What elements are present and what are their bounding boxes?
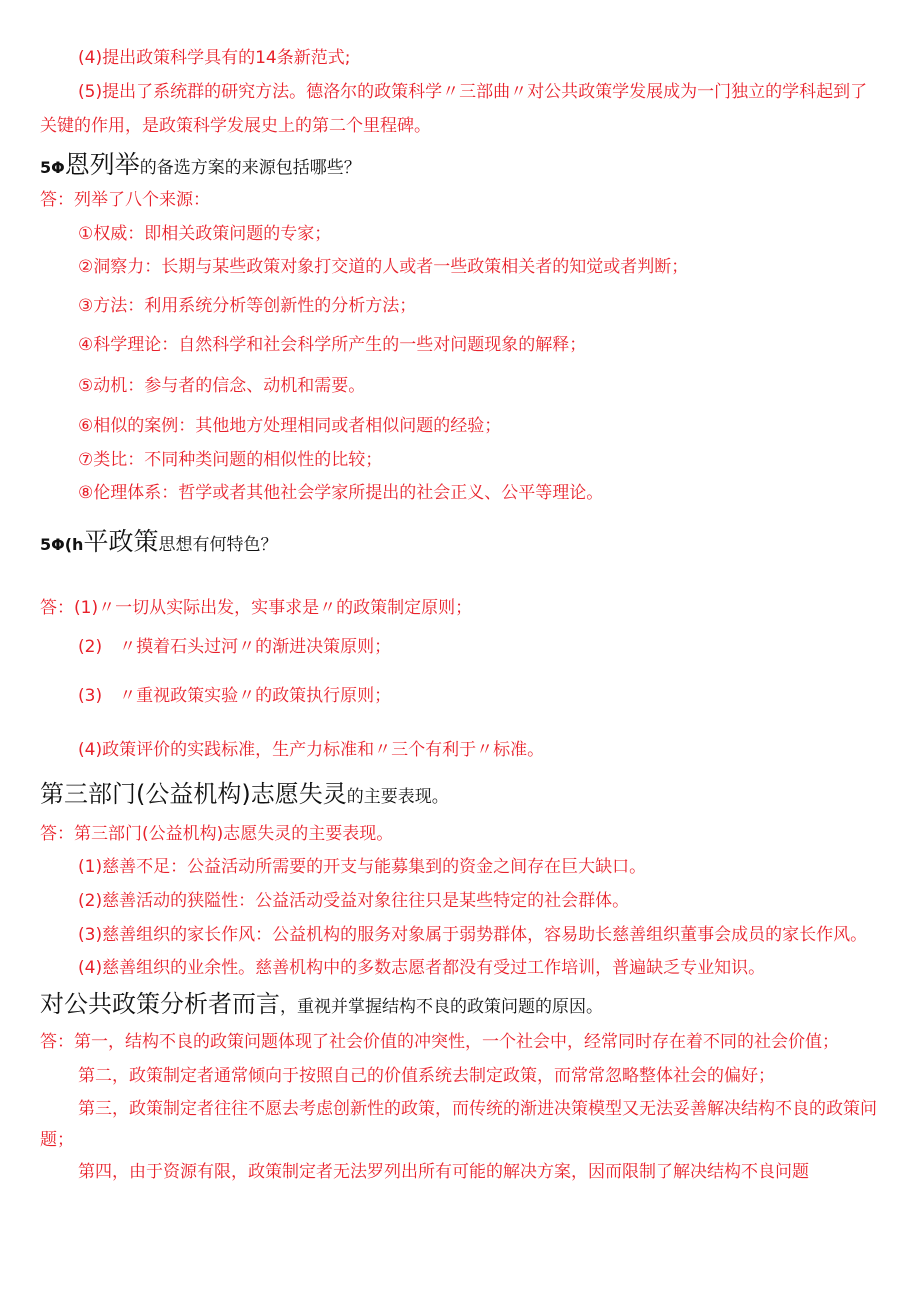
answer-item: ⑥相似的案例：其他地方处理相同或者相似问题的经验； (78, 416, 502, 436)
question-heading (40, 527, 277, 557)
answer-item: ①权威：即相关政策问题的专家； (78, 224, 332, 244)
list-item-continuation: 关键的作用，是政策科学发展史上的第二个里程碑。 (40, 116, 431, 136)
question-title-small: 的备选方案的来源包括哪些？ (139, 158, 361, 178)
answer-item: (2)慈善活动的狭隘性：公益活动受益对象往往只是某些特定的社会群体。 (78, 891, 630, 911)
question-title-large: 第三部门(公益机构)志愿失灵 (40, 780, 347, 808)
answer-item: (4)慈善组织的业余性。慈善机构中的多数志愿者都没有受过工作培训，普遍缺乏专业知识。 (78, 958, 766, 978)
answer-item: 第二，政策制定者通常倾向于按照自己的价值系统去制定政策，而常常忽略整体社会的偏好； (78, 1066, 775, 1086)
question-title-small: 的主要表现。 (346, 787, 449, 807)
list-item: (4)提出政策科学具有的14条新范式; (78, 48, 351, 68)
answer-item: ⑧伦理体系：哲学或者其他社会学家所提出的社会正义、公平等理论。 (78, 483, 604, 503)
answer-intro: 答：第一，结构不良的政策问题体现了社会价值的冲突性，一个社会中，经常同时存在着不同的社会价值； (40, 1032, 839, 1052)
answer-item: (2) 〃摸着石头过河〃的渐进决策原则； (78, 637, 392, 657)
answer-intro: 答：第三部门(公益机构)志愿失灵的主要表现。 (40, 824, 394, 844)
answer-item: (1)慈善不足：公益活动所需要的开支与能募集到的资金之间存在巨大缺口。 (78, 857, 647, 877)
answer-item: 第四，由于资源有限，政策制定者无法罗列出所有可能的解决方案，因而限制了解决结构不良问题 (78, 1162, 809, 1182)
answer-item: (3)慈善组织的家长作风：公益机构的服务对象属于弱势群体，容易助长慈善组织董事会成员的家长作风。 (78, 925, 868, 945)
answer-item: ⑦类比：不同种类问题的相似性的比较； (78, 450, 383, 470)
question-heading (40, 780, 449, 809)
question-number: 5Φ(h (40, 535, 84, 554)
answer-item: 第三，政策制定者往往不愿去考虑创新性的政策，而传统的渐进决策模型又无法妥善解决结构不良的政策问 (78, 1099, 877, 1119)
answer-item: (3) 〃重视政策实验〃的政策执行原则； (78, 686, 392, 706)
question-title-small: ，重视并掌握结构不良的政策问题的原因。 (280, 997, 603, 1017)
answer-intro: 答：列举了八个来源： (40, 190, 210, 210)
question-title-small: 思想有何特色？ (158, 535, 278, 555)
question-number: 5Φ (40, 158, 65, 177)
answer-item: ⑤动机：参与者的信念、动机和需要。 (78, 376, 366, 396)
answer-item: ③方法：利用系统分析等创新性的分析方法； (78, 296, 417, 316)
answer-item: ②洞察力：长期与某些政策对象打交道的人或者一些政策相关者的知觉或者判断； (78, 257, 689, 277)
question-title-large: 平政策 (83, 527, 159, 556)
question-title-large: 对公共政策分析者而言 (40, 990, 280, 1018)
question-title-large: 恩列举 (64, 150, 140, 179)
question-heading (40, 150, 361, 180)
answer-item: (4)政策评价的实践标准，生产力标准和〃三个有利于〃标准。 (78, 740, 545, 760)
answer-item-continuation: 题； (40, 1130, 74, 1150)
list-item: (5)提出了系统群的研究方法。德洛尔的政策科学〃三部曲〃对公共政策学发展成为一门独立的学科起到了 (78, 82, 868, 102)
answer-item: 答：(1)〃一切从实际出发，实事求是〃的政策制定原则； (40, 598, 473, 618)
answer-item: ④科学理论：自然科学和社会科学所产生的一些对问题现象的解释； (78, 335, 587, 355)
question-heading (40, 990, 603, 1019)
